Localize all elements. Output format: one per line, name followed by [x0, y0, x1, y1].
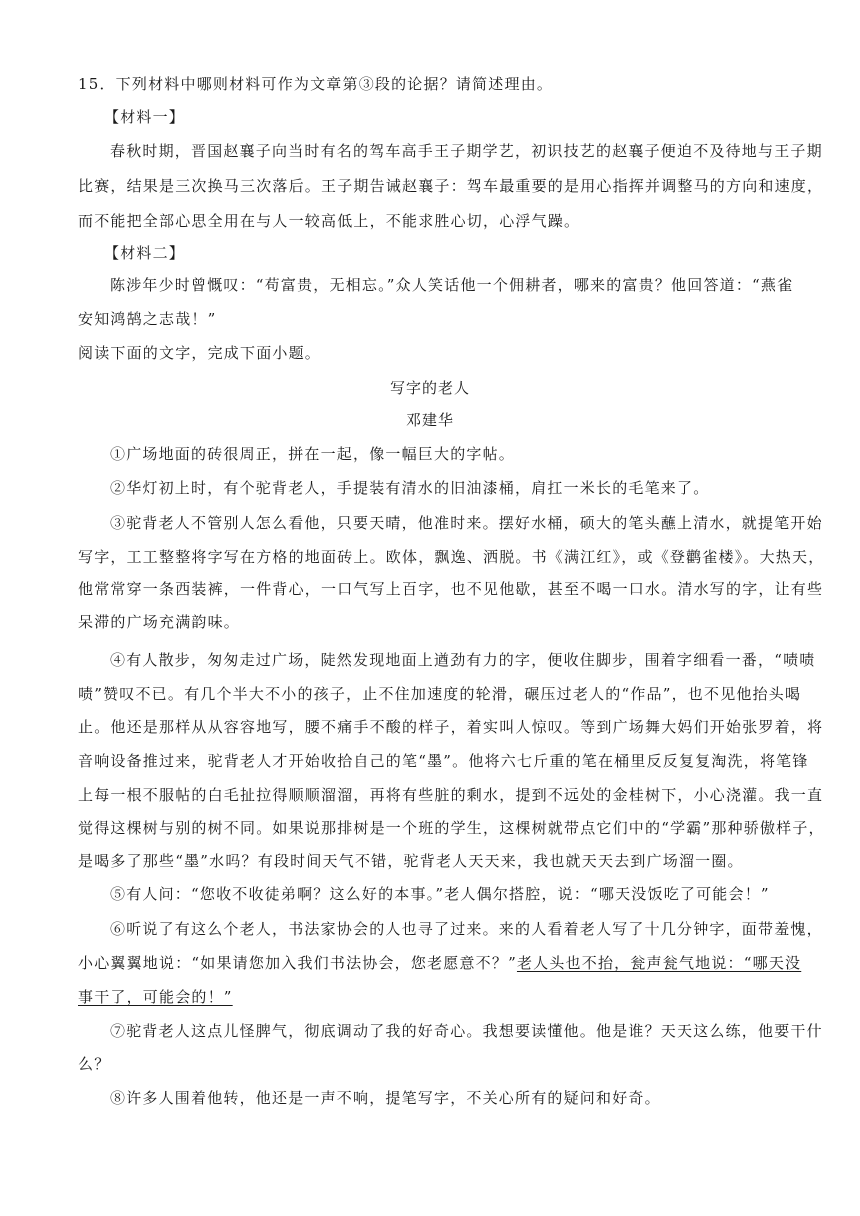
question-stem: 15．下列材料中哪则材料可作为文章第③段的论据？请简述理由。	[78, 75, 554, 93]
paragraph-line: ⑤有人问：“您收不收徒弟啊？这么好的本事。”老人偶尔搭腔，说：“哪天没饭吃了可能会！”	[110, 885, 770, 903]
article-author: 邓建华	[405, 411, 454, 429]
reading-instruction: 阅读下面的文字，完成下面小题。	[78, 344, 322, 362]
material2-line: 陈涉年少时曾慨叹：“苟富贵，无相忘。”众人笑话他一个佣耕者，哪来的富贵？他回答道：“燕雀	[110, 276, 794, 294]
paragraph-line: 啧”赞叹不已。有几个半大不小的孩子，止不住加速度的轮滑，碾压过老人的“作品”，也不见他抬头喝	[78, 685, 802, 703]
underlined-sentence: 老人头也不抬，瓮声瓮气地说：“哪天没	[516, 954, 802, 972]
paragraph-line: 止。他还是那样从从容容地写，腰不痛手不酸的样子，着实叫人惊叹。等到广场舞大妈们开始张罗着，将	[78, 718, 824, 736]
paragraph-line: 音响设备推过来，驼背老人才开始收拾自己的笔“墨”。他将六七斤重的笔在桶里反反复复淘洗，将笔锋	[78, 752, 809, 770]
paragraph-line: ②华灯初上时，有个驼背老人，手提装有清水的旧油漆桶，肩扛一米长的毛笔来了。	[110, 479, 710, 497]
paragraph-line-plain: 小心翼翼地说：“如果请您加入我们书法协会，您老愿意不？”	[78, 954, 517, 972]
underlined-sentence: 事干了，可能会的！”	[78, 988, 233, 1006]
article-title: 写字的老人	[389, 379, 470, 397]
material1-header: 【材料一】	[104, 108, 186, 126]
material2-line: 安知鸿鹄之志哉！”	[78, 310, 217, 328]
paragraph-line: 他常常穿一条西装裤，一件背心，一口气写上百字，也不见他歇，甚至不喝一口水。清水写的字，让有些	[78, 580, 824, 598]
paragraph-line: 觉得这棵树与别的树不同。如果说那排树是一个班的学生，这棵树就带点它们中的“学霸”那种骄傲样子，	[78, 819, 825, 837]
paragraph-line: 是喝多了那些“墨”水吗？有段时间天气不错，驼背老人天天来，我也就天天去到广场溜一圈。	[78, 852, 744, 870]
paragraph-line: ⑥听说了有这么个老人，书法家协会的人也寻了过来。来的人看着老人写了十几分钟字，面带羞愧，	[110, 920, 823, 938]
material1-line: 春秋时期，晋国赵襄子向当时有名的驾车高手王子期学艺，初识技艺的赵襄子便迫不及待地与王子期	[110, 142, 823, 160]
paragraph-line: ④有人散步，匆匆走过广场，陡然发现地面上遒劲有力的字，便收住脚步，围着字细看一番，“啧啧	[110, 651, 816, 669]
paragraph-line: ⑦驼背老人这点儿怪脾气，彻底调动了我的好奇心。我想要读懂他。他是谁？天天这么练，他要干什	[110, 1022, 823, 1040]
material2-header: 【材料二】	[104, 244, 186, 262]
paragraph-line: ①广场地面的砖很周正，拼在一起，像一幅巨大的字帖。	[110, 445, 516, 463]
material1-line: 而不能把全部心思全用在与人一较高低上，不能求胜心切，心浮气躁。	[78, 212, 581, 230]
paragraph-line: 呆滞的广场充满韵味。	[78, 613, 241, 631]
paragraph-line: 写字，工工整整将字写在方格的地面砖上。欧体，飘逸、洒脱。书《满江红》，或《登鹳雀楼》。大热天，	[78, 548, 825, 566]
paragraph-line: ⑧许多人围着他转，他还是一声不响，提笔写字，不关心所有的疑问和好奇。	[110, 1089, 661, 1107]
paragraph-line: ③驼背老人不管别人怎么看他，只要天晴，他准时来。摆好水桶，硕大的笔头蘸上清水，就提笔开始	[110, 514, 823, 532]
paragraph-line	[78, 953, 802, 973]
paragraph-line: 上每一根不服帖的白毛扯拉得顺顺溜溜，再将有些脏的剩水，提到不远处的金桂树下，小心浇灌。我一直	[78, 786, 824, 804]
material1-line: 比赛，结果是三次换马三次落后。王子期告诫赵襄子：驾车最重要的是用心指挥并调整马的方向和速度，	[78, 177, 824, 195]
paragraph-line: 么？	[78, 1055, 111, 1073]
